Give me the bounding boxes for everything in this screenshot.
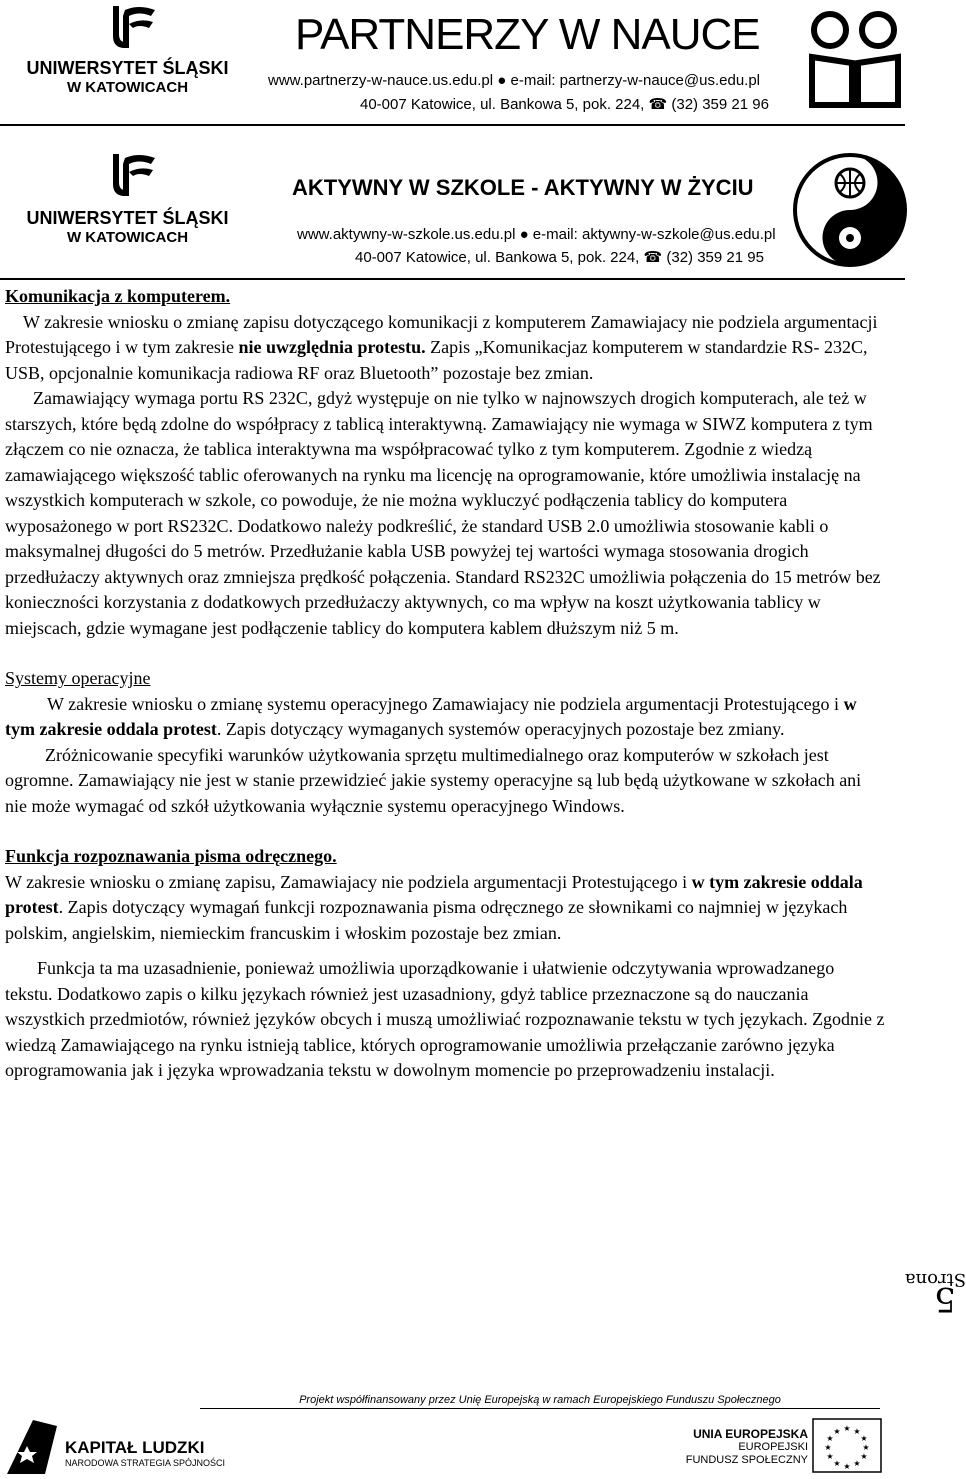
section-heading-komunikacja: Komunikacja z komputerem. — [5, 286, 231, 306]
paragraph — [5, 870, 885, 947]
kapital-ludzki-name: KAPITAŁ LUDZKI — [65, 1438, 205, 1457]
project-contact-line1: www.partnerzy-w-nauce.us.edu.pl ● e-mail: partnerzy-w-nauce@us.edu.pl — [268, 72, 760, 89]
partnerzy-logo-icon — [800, 5, 910, 115]
svg-text:★: ★ — [862, 1443, 870, 1452]
svg-text:★: ★ — [826, 1434, 834, 1443]
university-name: UNIWERSYTET ŚLĄSKI — [26, 58, 229, 78]
paragraph-text: W zakresie wniosku o zmianę zapisu, Zamawiajacy nie podziela argumentacji Protestującego i — [5, 871, 692, 892]
svg-text:★: ★ — [833, 1427, 841, 1436]
svg-text:★: ★ — [843, 1424, 851, 1433]
university-city: W KATOWICACH — [66, 229, 189, 246]
section-heading-funkcja: Funkcja rozpoznawania pisma odręcznego. — [5, 846, 337, 866]
footer-divider — [200, 1408, 880, 1409]
paragraph-text: . Zapis dotyczący wymagań funkcji rozpoznawania pisma odręcznego ze słownikami co najmniej w językach polskim, angielskim, niemieckim francuskim i włoskim pozostaje bez zmian. — [5, 897, 848, 943]
paragraph-bold-text: w tym zakresie oddala protest — [5, 871, 863, 917]
section-heading-systemy: Systemy operacyjne — [5, 668, 151, 688]
svg-text:★: ★ — [833, 1459, 841, 1468]
project-contact-line2: 40-007 Katowice, ul. Bankowa 5, pok. 224, ☎ (32) 359 21 96 — [360, 96, 769, 113]
project-contact-line2: 40-007 Katowice, ul. Bankowa 5, pok. 224, ☎ (32) 359 21 95 — [355, 249, 764, 266]
paragraph-bold-text: w tym zakresie oddala protest — [5, 693, 857, 739]
university-emblem-icon — [95, 2, 165, 52]
paragraph-text: W zakresie wniosku o zmianę systemu operacyjnego Zamawiajacy nie podziela argumentacji Protestującego i — [47, 693, 844, 714]
paragraph-text: W zakresie wniosku o zmianę zapisu dotyczącego komunikacji z komputerem Zamawiajacy nie podziela argumentacji Protestującego i w tym zakresie — [5, 311, 878, 357]
paragraph-text: . Zapis dotyczący wymaganych systemów operacyjnych pozostaje bez zmiany. — [216, 719, 785, 739]
paragraph: Zamawiający wymaga portu RS 232C, gdyż występuje on nie tylko w najnowszych drogich komputerach, ale też w starszych, które będą zdolne do współpracy z tablicą interaktywną. Zamawiający nie wymaga w SIWZ komputera z tym złączem co nie oznacza, że tablica interaktywna ma współpracować tylko z tym komputerem. Zgodnie z wiedzą zamawiającego większość tablic oferowanych na rynku ma licencję na oprogramowanie, które umożliwia instalację na wszystkich komputerach w szkole, co powoduje, że nie można wykluczyć podłączenia tablicy do komputera wyposażonego w port RS232C. Dodatkowo należy podkreślić, że standard USB 2.0 umożliwia stosowanie kabli o maksymalnej długości do 5 metrów. Przedłużanie kabla USB powyżej tej wartości wymaga stosowania drogich przedłużaczy aktywnych oraz zmniejsza prędkość połączenia. Standard RS232C umożliwia połączenia do 15 metrów bez konieczności korzystania z dodatkowych przedłużaczy aktywnych, co ma wpływ na koszt użytkowania tablicy w miejscach, gdzie wymagane jest podłączenie tablicy do komputera kablem dłuższym niż 5 m. — [5, 388, 881, 638]
page-number-value: 5 — [934, 1279, 956, 1320]
project-title: PARTNERZY W NAUCE — [295, 10, 760, 59]
kapital-ludzki-logo-icon — [5, 1418, 60, 1476]
paragraph-text: Zapis „Komunikacjaz komputerem w standardzie RS- 232C, USB, opcjonalnie komunikacja radiowa RF oraz Bluetooth” pozostaje bez zmian. — [5, 337, 868, 383]
eu-line2: EUROPEJSKI — [738, 1441, 808, 1453]
header-divider — [0, 278, 905, 280]
eu-line1: UNIA EUROPEJSKA — [693, 1427, 808, 1441]
page-label: Strona — [904, 1268, 966, 1290]
spacer — [5, 641, 885, 666]
svg-text:★: ★ — [860, 1434, 868, 1443]
header-divider — [0, 124, 905, 126]
svg-text:★: ★ — [843, 1462, 851, 1471]
spacer — [5, 819, 885, 844]
svg-text:★: ★ — [853, 1427, 861, 1436]
aktywny-logo-icon — [790, 150, 910, 275]
university-name: UNIWERSYTET ŚLĄSKI — [26, 208, 229, 228]
paragraph: Zróżnicowanie specyfiki warunków użytkowania sprzętu multimedialnego oraz komputerów w szkołach jest ogromne. Zamawiający nie jest w stanie przewidzieć jakie systemy operacyjne są lub będą użytkowane w szkołach ani nie może wymagać od szkół użytkowania wyłącznie systemu operacyjnego Windows. — [5, 744, 862, 816]
eu-flag-icon — [812, 1418, 882, 1473]
document-body — [5, 284, 885, 1084]
footer-note: Projekt współfinansowany przez Unię Europejską w ramach Europejskiego Funduszu Społecznego — [299, 1394, 781, 1406]
svg-text:★: ★ — [853, 1459, 861, 1468]
kapital-ludzki-subtitle: NARODOWA STRATEGIA SPÓJNOŚCI — [65, 1458, 226, 1468]
project-title: AKTYWNY W SZKOLE - AKTYWNY W ŻYCIU — [292, 175, 754, 200]
svg-text:★: ★ — [826, 1452, 834, 1461]
spacer — [5, 946, 885, 956]
university-city: W KATOWICACH — [66, 79, 189, 96]
page-number — [904, 1240, 966, 1340]
eu-label — [678, 1428, 808, 1467]
eu-line3: FUNDUSZ SPOŁECZNY — [685, 1454, 808, 1466]
svg-text:★: ★ — [860, 1452, 868, 1461]
paragraph — [5, 692, 885, 743]
paragraph-bold-text: nie uwzględnia protestu. — [238, 337, 426, 357]
paragraph — [5, 310, 885, 387]
svg-text:★: ★ — [824, 1443, 832, 1452]
paragraph: Funkcja ta ma uzasadnienie, ponieważ umożliwia uporządkowanie i ułatwienie odczytywania wprowadzanego tekstu. Dodatkowo zapis o kilku językach również jest uzasadniony, gdyż tablice przeznaczone są do nauczania wszystkich przedmiotów, również języków obcych i muszą umożliwiać rozpoznawanie tekstu w tych językach. Zgodnie z wiedzą Zamawiającego na rynku istnieją tablice, których oprogramowanie umożliwia przełączanie zarówno języka oprogramowania jak i języka wprowadzania tekstu w dowolnym momencie po przeprowadzeniu instalacji. — [5, 958, 885, 1080]
header-partnerzy — [0, 0, 960, 125]
header-aktywny — [0, 130, 960, 280]
university-emblem-icon — [95, 150, 165, 200]
project-contact-line1: www.aktywny-w-szkole.us.edu.pl ● e-mail: aktywny-w-szkole@us.edu.pl — [297, 226, 776, 243]
